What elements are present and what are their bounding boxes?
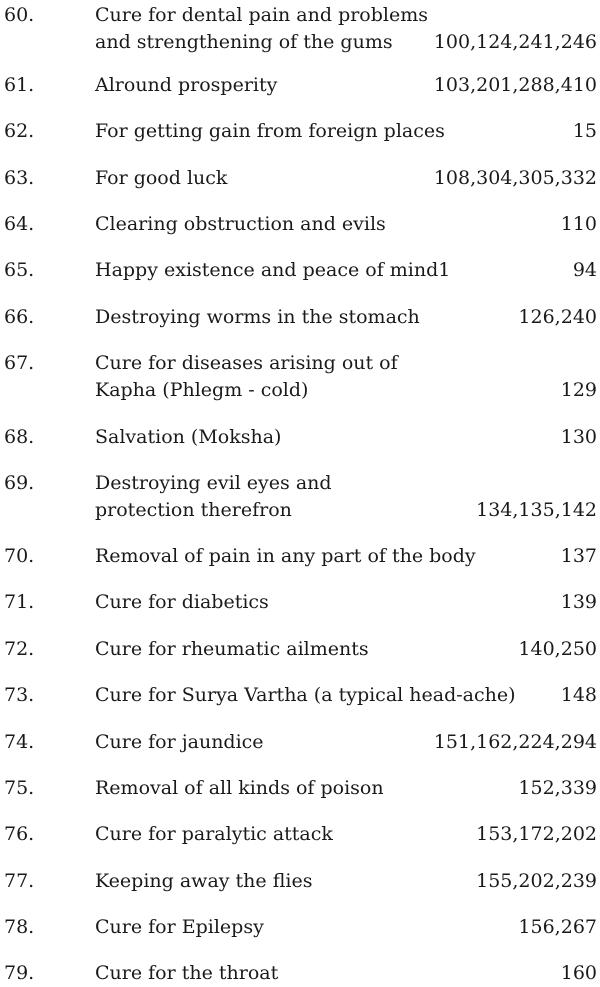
entry-page-numbers: 139 bbox=[560, 591, 597, 613]
entry-number: 72. bbox=[4, 638, 35, 660]
entry-description-line: Kapha (Phlegm - cold) bbox=[95, 379, 309, 401]
entry-description bbox=[95, 470, 455, 524]
entry-number: 75. bbox=[4, 777, 35, 799]
entry-description bbox=[95, 682, 516, 709]
entry-page-numbers: 130 bbox=[560, 426, 597, 448]
entry-description bbox=[95, 775, 455, 802]
entry-number: 79. bbox=[4, 962, 35, 984]
entry-number: 71. bbox=[4, 591, 35, 613]
entry-page-numbers: 152,339 bbox=[518, 777, 597, 799]
entry-page-numbers: 140,250 bbox=[518, 638, 597, 660]
entry-description bbox=[95, 257, 455, 284]
entry-description-line: Cure for Epilepsy bbox=[95, 916, 264, 938]
entry-number: 63. bbox=[4, 167, 35, 189]
entry-page-numbers: 126,240 bbox=[518, 306, 597, 328]
entry-description-line: Removal of all kinds of poison bbox=[95, 777, 384, 799]
entry-number: 66. bbox=[4, 306, 35, 328]
entry-description bbox=[95, 165, 455, 192]
entry-number: 60. bbox=[4, 4, 35, 26]
entry-page-numbers: 100,124,241,246 bbox=[433, 31, 597, 53]
entry-description bbox=[95, 960, 455, 987]
entry-description-line: For good luck bbox=[95, 167, 228, 189]
entry-description-line: Alround prosperity bbox=[95, 74, 278, 96]
entry-number: 68. bbox=[4, 426, 35, 448]
entry-description-line: Keeping away the flies bbox=[95, 870, 313, 892]
entry-number: 77. bbox=[4, 870, 35, 892]
entry-number: 70. bbox=[4, 545, 35, 567]
entry-page-numbers: 15 bbox=[572, 120, 597, 142]
entry-description-line: Destroying worms in the stomach bbox=[95, 306, 420, 328]
entry-description bbox=[95, 589, 455, 616]
entry-description bbox=[95, 118, 455, 145]
entry-description-line: protection therefron bbox=[95, 499, 292, 521]
entry-description bbox=[95, 424, 455, 451]
entry-description-line: Cure for paralytic attack bbox=[95, 823, 333, 845]
entry-description bbox=[95, 543, 476, 570]
entry-page-numbers: 94 bbox=[572, 259, 597, 281]
entry-description-line: Cure for diabetics bbox=[95, 591, 269, 613]
entry-description-line: and strengthening of the gums bbox=[95, 31, 393, 53]
entry-description-line: Happy existence and peace of mind1 bbox=[95, 259, 451, 281]
entry-number: 64. bbox=[4, 213, 35, 235]
entry-number: 73. bbox=[4, 684, 35, 706]
entry-number: 62. bbox=[4, 120, 35, 142]
entry-description-line: Clearing obstruction and evils bbox=[95, 213, 386, 235]
entry-description bbox=[95, 868, 455, 895]
entry-page-numbers: 137 bbox=[560, 545, 597, 567]
entry-description bbox=[95, 636, 455, 663]
entry-page-numbers: 155,202,239 bbox=[476, 870, 597, 892]
entry-description bbox=[95, 211, 455, 238]
entry-description bbox=[95, 304, 455, 331]
entry-description bbox=[95, 2, 455, 56]
entry-description-line: Cure for jaundice bbox=[95, 731, 264, 753]
entry-page-numbers: 153,172,202 bbox=[476, 823, 597, 845]
entry-description-line: Cure for dental pain and problems bbox=[95, 4, 429, 26]
entry-description-line: Cure for diseases arising out of bbox=[95, 352, 398, 374]
entry-number: 78. bbox=[4, 916, 35, 938]
entry-number: 76. bbox=[4, 823, 35, 845]
entry-description-line: Cure for Surya Vartha (a typical head-ache) bbox=[95, 684, 516, 706]
entry-description bbox=[95, 729, 455, 756]
entry-description-line: Salvation (Moksha) bbox=[95, 426, 282, 448]
entry-page-numbers: 148 bbox=[560, 684, 597, 706]
entry-number: 61. bbox=[4, 74, 35, 96]
entry-number: 74. bbox=[4, 731, 35, 753]
entry-description-line: Removal of pain in any part of the body bbox=[95, 545, 476, 567]
entry-number: 67. bbox=[4, 352, 35, 374]
entry-number: 65. bbox=[4, 259, 35, 281]
entry-description-line: Cure for rheumatic ailments bbox=[95, 638, 369, 660]
entry-description-line: Destroying evil eyes and bbox=[95, 472, 332, 494]
entry-page-numbers: 160 bbox=[560, 962, 597, 984]
entry-page-numbers: 110 bbox=[560, 213, 597, 235]
entry-description bbox=[95, 350, 455, 404]
entry-page-numbers: 156,267 bbox=[518, 916, 597, 938]
entry-description bbox=[95, 72, 455, 99]
entry-description-line: For getting gain from foreign places bbox=[95, 120, 445, 142]
entry-number: 69. bbox=[4, 472, 35, 494]
entry-page-numbers: 151,162,224,294 bbox=[433, 731, 597, 753]
entry-description bbox=[95, 821, 455, 848]
entry-description bbox=[95, 914, 455, 941]
entry-page-numbers: 103,201,288,410 bbox=[433, 74, 597, 96]
entry-page-numbers: 134,135,142 bbox=[476, 499, 597, 521]
entry-description-line: Cure for the throat bbox=[95, 962, 279, 984]
entry-page-numbers: 108,304,305,332 bbox=[433, 167, 597, 189]
entry-page-numbers: 129 bbox=[560, 379, 597, 401]
